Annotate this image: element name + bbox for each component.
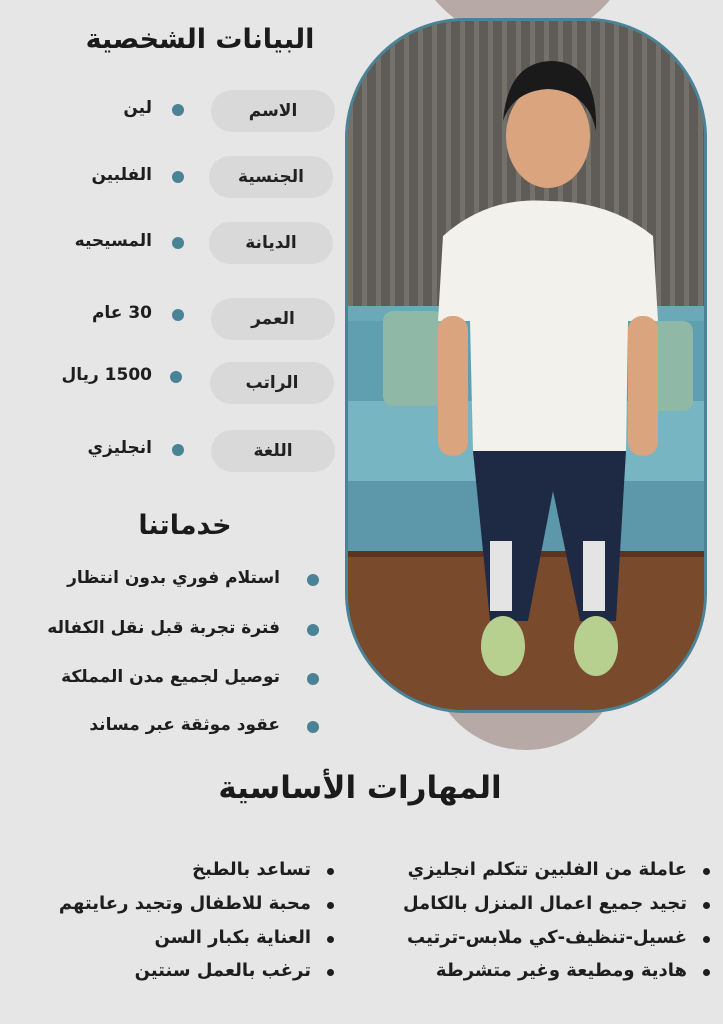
service-dot [307,673,319,685]
skill-item: عاملة من الفلبين تتكلم انجليزي [407,859,687,880]
service-dot [307,721,319,733]
service-item: عقود موثقة عبر مساند [89,715,280,735]
skill-bullet [703,936,710,943]
label-religion: الديانة [209,222,333,264]
skills-title: المهارات الأساسية [218,770,502,806]
skill-item: هادية ومطيعة وغير متشرطة [435,960,687,981]
service-dot [307,574,319,586]
skill-bullet [703,868,710,875]
value-language: انجليزي [87,438,152,458]
skill-bullet [327,902,334,909]
service-dot [307,624,319,636]
skill-bullet [327,969,334,976]
value-nationality: الفلبين [91,165,152,185]
skill-bullet [703,902,710,909]
skill-bullet [703,969,710,976]
label-nationality: الجنسية [209,156,333,198]
service-item: توصيل لجميع مدن المملكة [61,667,280,687]
skill-item: محبة للاطفال وتجيد رعايتهم [58,893,311,914]
skill-bullet [327,868,334,875]
skill-item: تجيد جميع اعمال المنزل بالكامل [402,893,687,914]
label-age: العمر [211,298,335,340]
skill-item: تساعد بالطبخ [192,859,311,880]
info-dot [172,171,184,183]
skill-item: غسيل-تنظيف-كي ملابس-ترتيب [407,927,687,948]
value-religion: المسيحيه [74,231,152,251]
info-dot [170,371,182,383]
info-dot [172,444,184,456]
label-name: الاسم [211,90,335,132]
label-salary: الراتب [210,362,334,404]
skill-item: العناية بكبار السن [154,927,311,948]
info-dot [172,237,184,249]
value-name: لين [123,98,152,118]
skill-bullet [327,936,334,943]
label-language: اللغة [211,430,335,472]
info-dot [172,309,184,321]
services-title: خدماتنا [138,510,232,541]
skill-item: ترغب بالعمل سنتين [134,960,311,981]
value-age: 30 عام [91,303,152,323]
service-item: استلام فوري بدون انتظار [67,568,280,588]
personal-info-title: البيانات الشخصية [85,24,315,55]
info-dot [172,104,184,116]
service-item: فترة تجربة قبل نقل الكفاله [47,618,280,638]
value-salary: 1500 ريال [61,365,152,385]
worker-photo [345,18,707,713]
